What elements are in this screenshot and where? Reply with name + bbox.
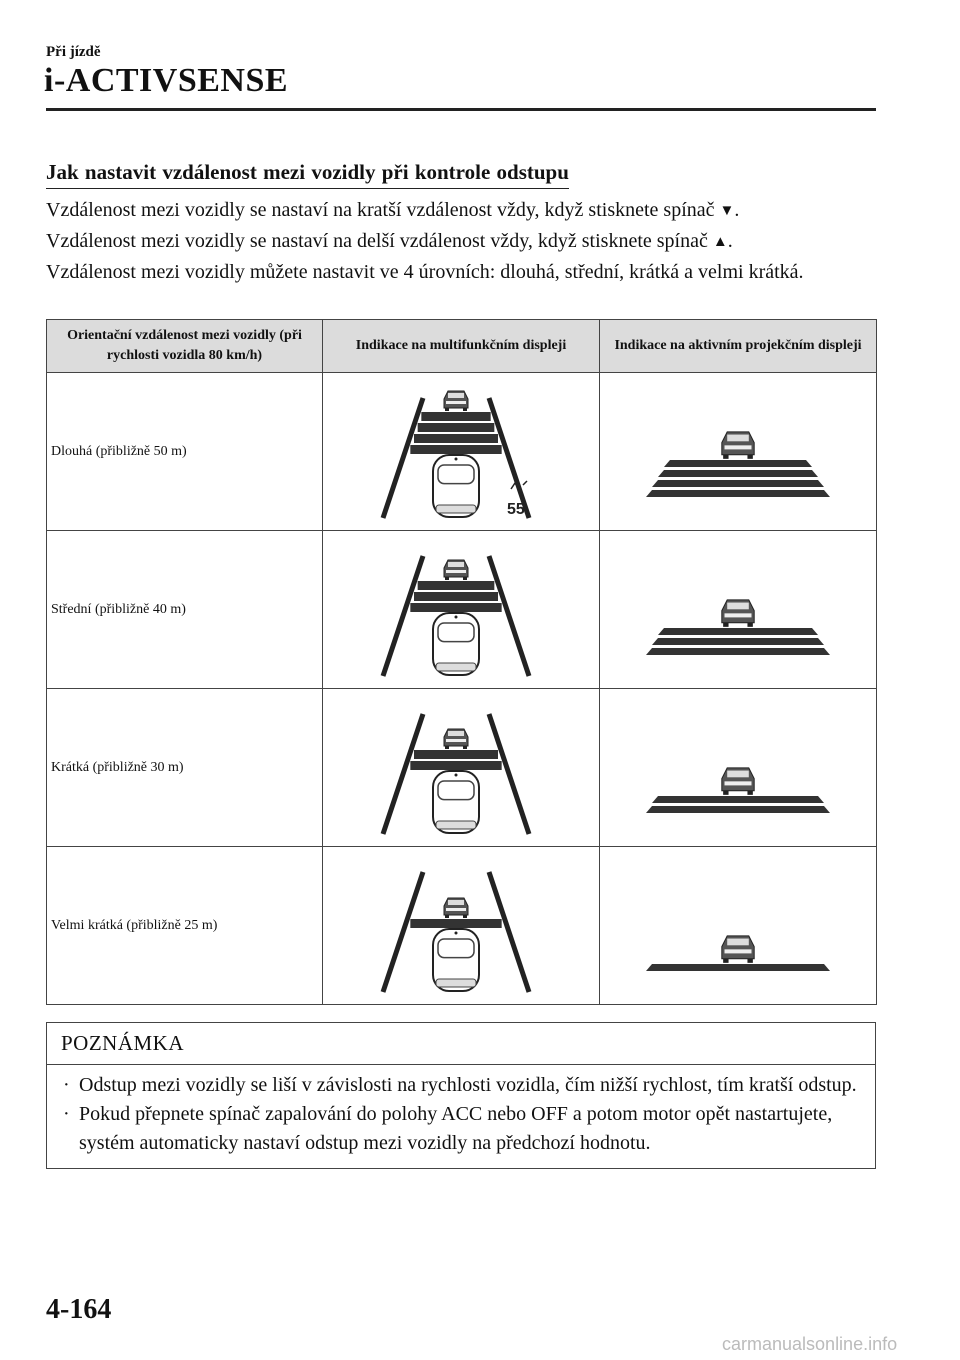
car-top-icon (433, 929, 479, 991)
paragraph-longer-text: Vzdálenost mezi vozidly se nastaví na delší vzdálenost vždy, když stisknete spínač (46, 230, 713, 252)
up-triangle-icon: ▲ (712, 234, 728, 250)
multifunction-display-cell (323, 847, 600, 1005)
table-row (47, 689, 877, 847)
column-header-distance: Orientační vzdálenost mezi vozidly (při rychlosti vozidla 80 km/h) (47, 320, 323, 373)
car-top-icon (433, 771, 479, 833)
lane-line-right (489, 398, 529, 518)
multifunction-display-figure (361, 382, 561, 522)
car-rear-icon (722, 431, 754, 458)
multifunction-display-cell (323, 689, 600, 847)
car-top-icon (433, 455, 479, 517)
distance-bar (418, 581, 495, 590)
breadcrumb: Při jízdě (46, 44, 101, 60)
page-title: i-ACTIVSENSE (44, 62, 289, 99)
distance-bar (646, 964, 830, 971)
car-rear-icon (444, 391, 468, 411)
lane-line-right (489, 872, 529, 992)
car-rear-icon (722, 767, 754, 794)
distance-bar (414, 592, 498, 601)
active-driving-display-cell (600, 847, 877, 1005)
bullet-icon: · (63, 1103, 70, 1125)
distance-bar (652, 638, 824, 645)
distance-label: Střední (přibližně 40 m) (47, 531, 323, 689)
distance-bar (646, 648, 830, 655)
car-rear-icon (444, 560, 468, 580)
table-header-row (47, 320, 877, 373)
lane-line-left (383, 556, 423, 676)
bullet-icon: · (63, 1074, 70, 1096)
active-driving-display-figure (638, 397, 838, 507)
multifunction-display-figure (361, 540, 561, 680)
distance-bar (658, 628, 818, 635)
distance-bar (410, 919, 501, 928)
distance-bar (646, 806, 830, 813)
car-top-icon (433, 613, 479, 675)
multifunction-display-figure (361, 698, 561, 838)
car-rear-icon (444, 729, 468, 749)
car-rear-icon (722, 935, 754, 962)
distance-bar (410, 603, 501, 612)
list-item (61, 1100, 861, 1158)
table-row (47, 373, 877, 531)
active-driving-display-cell (600, 531, 877, 689)
multifunction-display-cell (323, 531, 600, 689)
lane-line-right (489, 556, 529, 676)
distance-bar (414, 434, 498, 443)
active-driving-display-figure (638, 871, 838, 981)
distance-bar (646, 490, 830, 497)
column-header-active-driving-display: Indikace na aktivním projekčním displeji (600, 320, 877, 373)
distance-label: Krátká (přibližně 30 m) (47, 689, 323, 847)
note-list (47, 1065, 875, 1168)
distance-bar (414, 750, 498, 759)
column-header-multifunction-display: Indikace na multifunkčním displeji (323, 320, 600, 373)
active-driving-display-figure (638, 713, 838, 823)
lane-line-left (383, 714, 423, 834)
distance-bar (418, 423, 495, 432)
paragraph-shorter-text: Vzdálenost mezi vozidly se nastaví na kratší vzdálenost vždy, když stisknete spínač (46, 199, 720, 221)
car-rear-icon (444, 898, 468, 918)
car-rear-icon (722, 599, 754, 626)
distance-bar (652, 796, 824, 803)
multifunction-display-figure (361, 856, 561, 996)
body-text (46, 196, 846, 287)
note-text: Odstup mezi vozidly se liší v závislosti na rychlosti vozidla, čím nižší rychlost, tím kratší odstup. (79, 1074, 857, 1096)
table-row (47, 531, 877, 689)
paragraph-longer: Vzdálenost mezi vozidly se nastaví na delší vzdálenost vždy, když stisknete spínač ▲. (46, 230, 733, 252)
page-number: 4-164 (46, 1294, 112, 1325)
title-divider (46, 108, 876, 111)
active-driving-display-cell (600, 689, 877, 847)
watermark: carmanualsonline.info (722, 1334, 898, 1354)
active-driving-display-figure (638, 555, 838, 665)
note-text: Pokud přepnete spínač zapalování do polohy ACC nebo OFF a potom motor opět nastartujete, systém automaticky nastaví odstup mezi vozidly na předchozí hodnotu. (79, 1103, 833, 1154)
distance-label: Dlouhá (přibližně 50 m) (47, 373, 323, 531)
note-title: POZNÁMKA (47, 1023, 875, 1065)
lane-line-left (383, 398, 423, 518)
table-row (47, 847, 877, 1005)
distance-bar (410, 445, 501, 454)
lane-line-right (489, 714, 529, 834)
active-driving-display-cell (600, 373, 877, 531)
list-item (61, 1071, 861, 1100)
distance-label: Velmi krátká (přibližně 25 m) (47, 847, 323, 1005)
distance-bar (658, 470, 818, 477)
down-triangle-icon: ▼ (719, 203, 735, 219)
multifunction-display-cell (323, 373, 600, 531)
paragraph-levels: Vzdálenost mezi vozidly můžete nastavit ve 4 úrovních: dlouhá, střední, krátká a velmi krátká. (46, 261, 804, 283)
lane-line-left (383, 872, 423, 992)
note-box (46, 1022, 876, 1169)
distance-bar (421, 412, 490, 421)
section-heading: Jak nastavit vzdálenost mezi vozidly při kontrole odstupu (46, 160, 569, 189)
distance-bar (652, 480, 824, 487)
distance-bar (410, 761, 501, 770)
paragraph-shorter: Vzdálenost mezi vozidly se nastaví na kratší vzdálenost vždy, když stisknete spínač ▼. (46, 199, 740, 221)
distance-table (46, 319, 877, 1005)
distance-bar (664, 460, 812, 467)
set-speed-value: 55 (507, 500, 525, 518)
